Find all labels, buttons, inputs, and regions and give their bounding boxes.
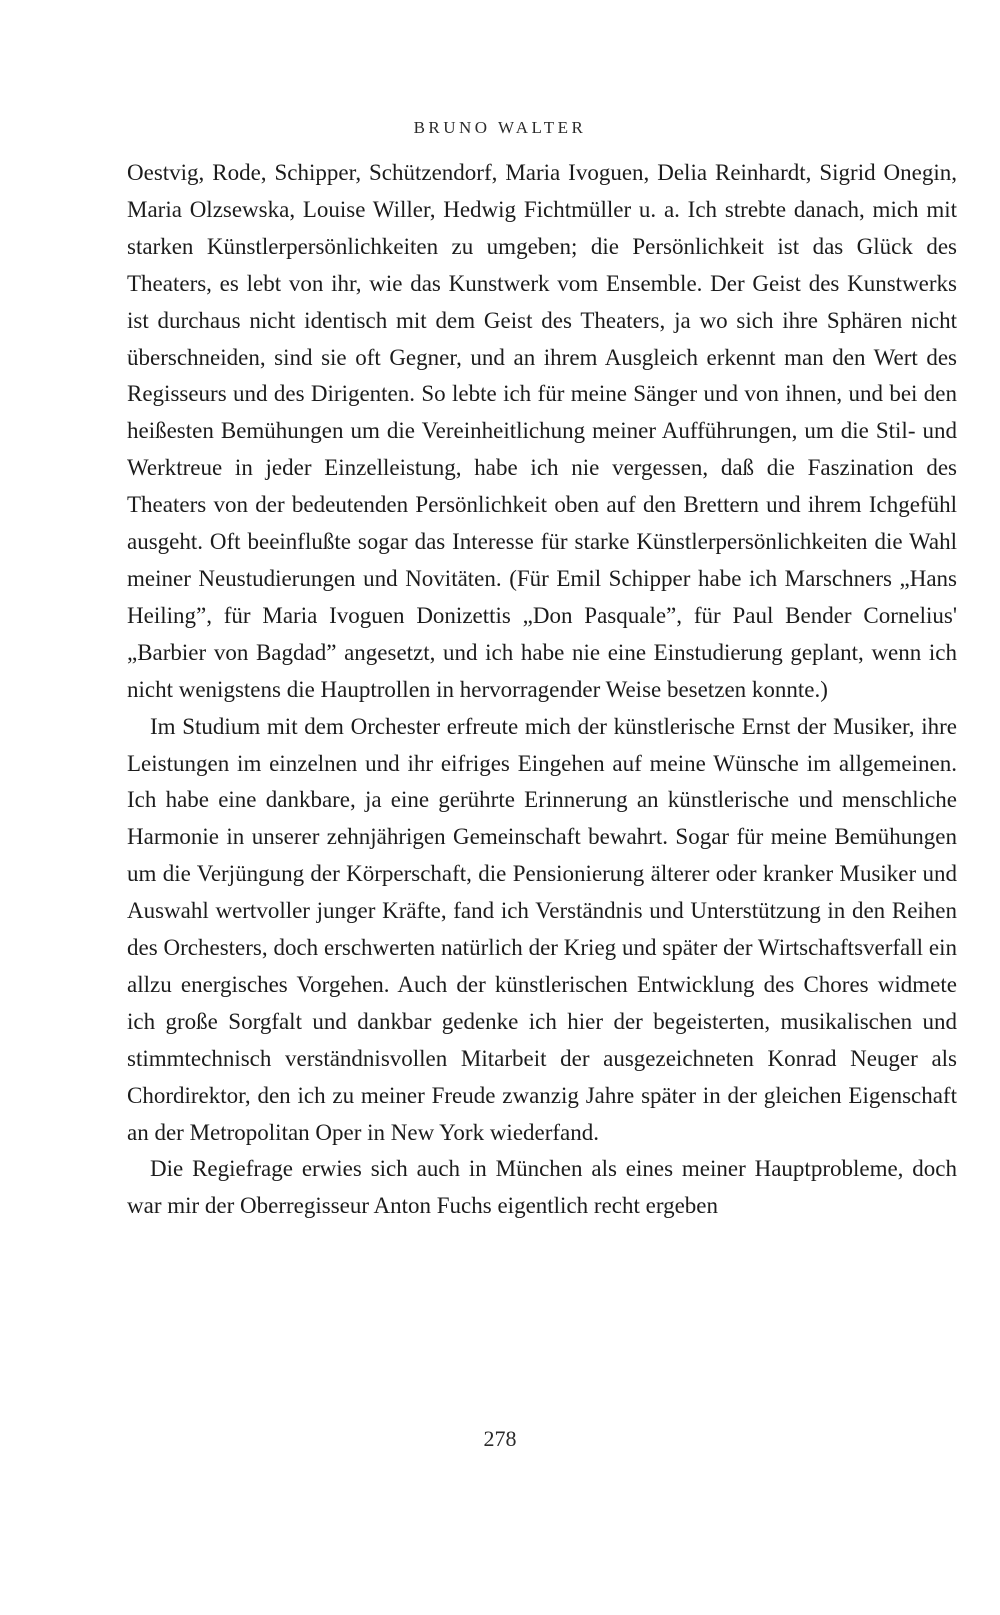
- paragraph-1: Oestvig, Rode, Schipper, Schützendorf, Maria Ivoguen, Delia Reinhardt, Sigrid Onegin, Maria Olzsewska, Louise Willer, Hedwig Fichtmüller u. a. Ich strebte danach, mich mit starken Künstlerpersönlichkeiten zu umgeben; die Persönlichkeit ist das Glück des Theaters, es lebt von ihr, wie das Kunstwerk vom Ensemble. Der Geist des Kunstwerks ist durchaus nicht identisch mit dem Geist des Theaters, ja wo sich ihre Sphären nicht überschneiden, sind sie oft Gegner, und an ihrem Ausgleich erkennt man den Wert des Regisseurs und des Dirigenten. So lebte ich für meine Sänger und von ihnen, und bei den heißesten Bemühungen um die Vereinheitlichung meiner Aufführungen, um die Stil- und Werktreue in jeder Einzelleistung, habe ich nie vergessen, daß die Faszination des Theaters von der bedeutenden Persönlichkeit oben auf den Brettern und ihrem Ichgefühl ausgeht. Oft beeinflußte sogar das Interesse für starke Künstlerpersönlichkeiten die Wahl meiner Neustudierungen und Novitäten. (Für Emil Schipper habe ich Marschners „Hans Heiling”, für Maria Ivoguen Donizettis „Don Pasquale”, für Paul Bender Cornelius' „Barbier von Bagdad” angesetzt, und ich habe nie eine Einstudierung geplant, wenn ich nicht wenigstens die Hauptrollen in hervorragender Weise besetzen konnte.): [127, 160, 957, 702]
- paragraph-2: Im Studium mit dem Orchester erfreute mich der künstlerische Ernst der Musiker, ihre Leistungen im einzelnen und ihr eifriges Eingehen auf meine Wünsche im allgemeinen. Ich habe eine dankbare, ja eine gerührte Erinnerung an künstlerische und menschliche Harmonie in unserer zehnjährigen Gemeinschaft bewahrt. Sogar für meine Bemühungen um die Verjüngung der Körperschaft, die Pensionierung älterer oder kranker Musiker und Auswahl wertvoller junger Kräfte, fand ich Verständnis und Unterstützung in den Reihen des Orchesters, doch erschwerten natürlich der Krieg und später der Wirtschaftsverfall ein allzu energisches Vorgehen. Auch der künstlerischen Entwicklung des Chores widmete ich große Sorgfalt und dankbar gedenke ich hier der begeisterten, musikalischen und stimmtechnisch verständnisvollen Mitarbeit der ausgezeichneten Konrad Neuger als Chordirektor, den ich zu meiner Freude zwanzig Jahre später in der gleichen Eigenschaft an der Metropolitan Oper in New York wiederfand.: [127, 713, 957, 1145]
- body-text: [127, 155, 957, 1225]
- paragraph-3: Die Regiefrage erwies sich auch in München als eines meiner Hauptprobleme, doch war mir der Oberregisseur Anton Fuchs eigentlich recht ergeben: [127, 1156, 957, 1219]
- page-number: 278: [483, 1426, 517, 1451]
- running-head: BRUNO WALTER: [413, 118, 587, 137]
